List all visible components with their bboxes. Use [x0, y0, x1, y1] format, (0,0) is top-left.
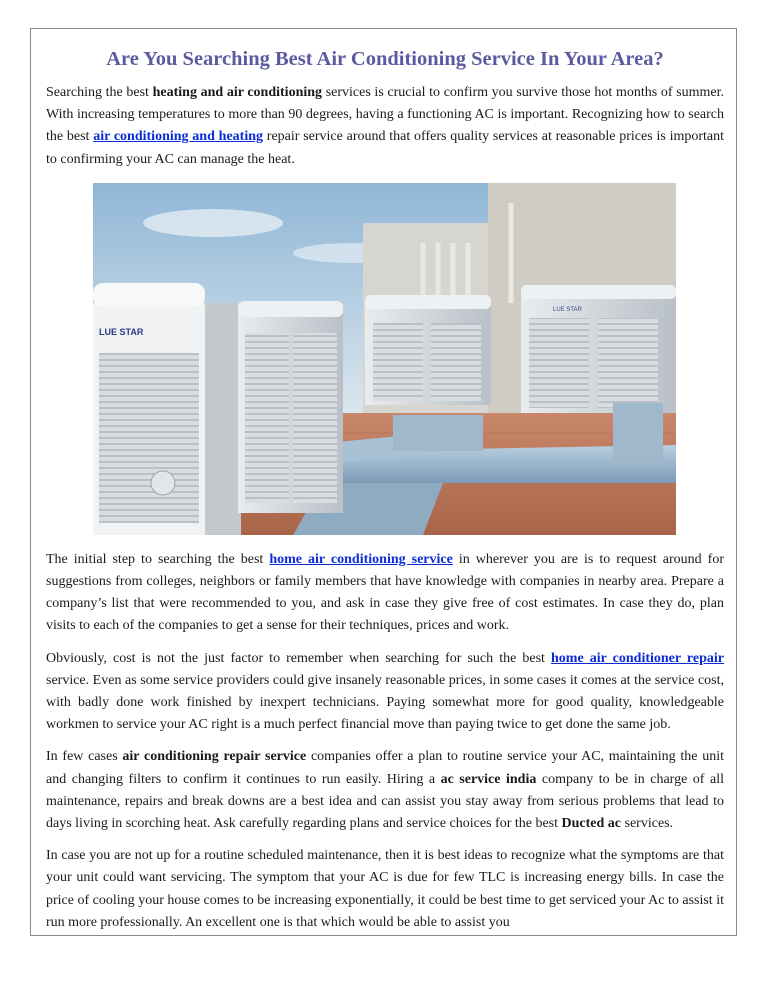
- text: services is crucial to confirm you survive those hot months of summer. With increasing temperatures to more than 90 degrees, having a functioning AC is important. Recognizing how to search the best: [46, 85, 724, 145]
- text: repair service around that offers quality services at reasonable prices is important to confirming your AC can manage the heat.: [46, 129, 724, 167]
- paragraph-cost: [46, 648, 724, 737]
- paragraph-intro: [46, 82, 724, 171]
- paragraph-first-step: [46, 549, 724, 638]
- document-body: [46, 44, 724, 944]
- paragraph-maintenance-plan: [46, 746, 724, 835]
- link-home-air-conditioning-service[interactable]: home air conditioning service: [269, 551, 453, 567]
- text: companies offer a plan to routine service your AC, maintaining the unit and changing filters to confirm it continues to run easily. Hiring a: [46, 749, 725, 787]
- keyword-bold: Ducted ac: [561, 816, 622, 832]
- link-air-conditioning-heating[interactable]: air conditioning and heating: [93, 129, 263, 145]
- text: service. Even as some service providers could give insanely reasonable prices, in some cases it comes at the service cost, with badly done work finished by inexpert technicians. Paying somewhat more for good quality, knowledgeable workmen to service your AC right is a much perfect financial move than paying twice to get done the same job.: [46, 672, 724, 733]
- page-title: Are You Searching Best Air Conditioning Service In Your Area?: [106, 48, 664, 70]
- link-home-air-conditioner-repair[interactable]: home air conditioner repair: [551, 650, 724, 666]
- brand-text: LUE STAR: [553, 306, 582, 313]
- ac-unit-front-left: [93, 283, 241, 535]
- text: Obviously, cost is not the just factor to remember when searching for such the best: [46, 650, 552, 666]
- text: The initial step to searching the best: [46, 551, 270, 567]
- text: company to be in charge of all maintenance, repairs and break downs are a best idea and can assist you stay away from serious problems that lead to days living in scorching heat. Ask carefully regarding plans and service choices for the best: [46, 771, 724, 832]
- keyword-bold: air conditioning repair service: [122, 749, 307, 765]
- text: in wherever you are is to request around for suggestions from colleges, neighbors or family members that have knowledge with companies in nearby area. Prepare a company’s list that were recommended to you, and ask in case they give free of cost estimates. In case they do, plan visits to each of the companies to get a sense for their techniques, prices and work.: [46, 551, 724, 634]
- ac-unit-back-center: [365, 295, 491, 405]
- paragraph-symptoms: [46, 845, 724, 934]
- ac-unit-back-right: [521, 285, 676, 413]
- brand-text: LUE STAR: [99, 326, 144, 337]
- rooftop-ac-units-photo: [93, 183, 676, 535]
- text: Searching the best: [46, 85, 153, 100]
- text: In few cases: [46, 749, 123, 765]
- text: services.: [621, 816, 674, 832]
- keyword-bold: ac service india: [440, 771, 537, 787]
- text: In case you are not up for a routine scheduled maintenance, then it is best ideas to recognize what the symptoms are that your unit could want servicing. The symptom that your AC is due for few TLC is increasing energy bills. In case the price of cooling your house comes to be increasing exponentially, it could be best time to get serviced your Ac to assist it run more professionally. An excellent one is that which would be able to assist you: [46, 848, 724, 930]
- keyword-bold: heating and air conditioning: [152, 85, 323, 100]
